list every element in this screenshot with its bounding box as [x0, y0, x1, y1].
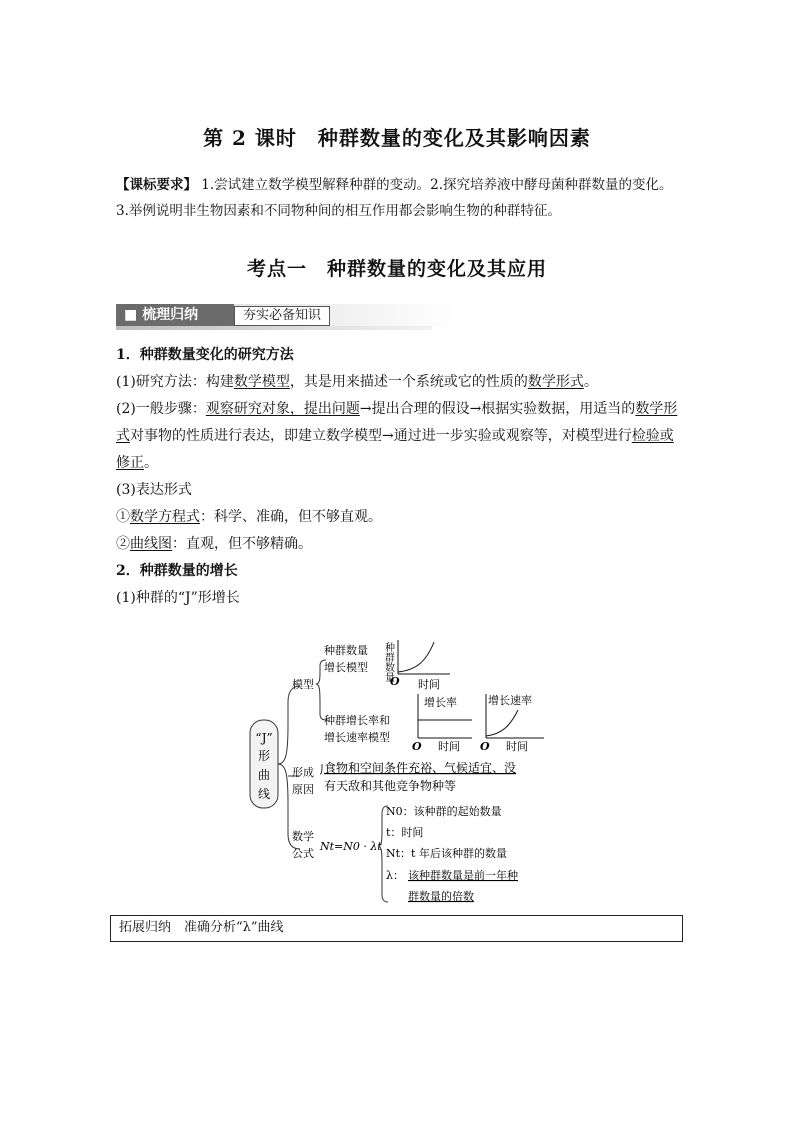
text: 对事物的性质进行表达，即建立数学模型→通过进一步实验或观察等，对模型进行	[130, 428, 632, 444]
banner-underline	[116, 326, 432, 330]
g2-x-label: 时间	[438, 740, 460, 753]
g3-origin: O	[480, 740, 490, 753]
para-j-growth: (1)种群的“J”形增长	[116, 590, 240, 606]
reason-bracket	[320, 764, 322, 774]
g1-y-label: 种群数量	[382, 642, 394, 682]
requirements-line1: 1.尝试建立数学模型解释种群的变动。2.探究培养液中酵母菌种群数量的变化。	[201, 177, 673, 193]
text: ②	[116, 536, 130, 552]
g2-label: 增长率	[424, 696, 457, 709]
g1-j-curve	[398, 642, 434, 672]
g3-j-curve	[486, 710, 518, 736]
model2-line2: 增长速率模型	[324, 731, 390, 744]
underlined-text: 数学方程式	[130, 509, 200, 525]
section-banner	[116, 304, 432, 330]
underlined-text: 数学形	[635, 401, 678, 417]
reason-text-1-span: 食物和空间条件充裕、气候适宜、没	[324, 761, 517, 775]
g3-x-label: 时间	[506, 740, 528, 753]
underlined-text: 曲线图	[130, 536, 172, 552]
underlined-text: 观察研究对象，提出问题	[205, 401, 360, 417]
formula-def-3: Nt：t 年后该种群的数量	[386, 847, 507, 860]
expand-summary-box: 拓展归纳 准确分析“λ”曲线	[110, 915, 683, 942]
para-equation	[116, 504, 688, 531]
para-curve	[116, 531, 688, 558]
formula-label-2: 公式	[292, 847, 314, 860]
formula-def-2: t：时间	[386, 826, 424, 839]
requirements-line2: 3.举例说明非生物因素和不同物种间的相互作用都会影响生物的种群特征。	[116, 203, 561, 219]
text: ：科学、准确，但不够直观。	[200, 509, 382, 525]
underlined-text: 数学模型	[233, 374, 290, 390]
curriculum-requirements	[116, 172, 686, 224]
text: (2)一般步骤：	[116, 401, 206, 417]
model1-line2: 增长模型	[324, 661, 368, 674]
j-curve-concept-map	[240, 634, 560, 909]
para-research-method	[116, 369, 688, 396]
text: ，其是用来描述一个系统或它的性质的	[289, 374, 528, 390]
para-expression-forms: (3)表达形式	[116, 482, 192, 498]
formula-def-4c: 群数量的倍数	[408, 890, 474, 903]
root-label-4: 线	[257, 787, 271, 801]
root-label-3: 曲	[257, 768, 271, 782]
reason-label-2: 原因	[292, 783, 314, 796]
reason-text-1	[324, 760, 516, 775]
formula-text: Nt=N0 · λt	[320, 840, 382, 853]
text: (1)研究方法：构建	[116, 374, 234, 390]
formula-def-4a: λ：	[386, 869, 404, 882]
g2-origin: O	[412, 740, 422, 753]
underlined-text: 式	[116, 428, 130, 444]
g3-label: 增长速率	[488, 694, 532, 707]
formula-label-1: 数学	[292, 830, 314, 843]
content-body	[116, 342, 688, 612]
para-general-steps	[116, 396, 688, 477]
g1-origin: O	[390, 675, 400, 688]
text: →提出合理的假设→根据实验数据，用适当的	[359, 401, 636, 417]
text: 。	[583, 374, 598, 390]
formula-def-1: N0：该种群的起始数量	[386, 805, 502, 818]
page-title: 第 2 课时 种群数量的变化及其影响因素	[203, 126, 591, 150]
underlined-text: 修正	[116, 455, 144, 471]
formula-def-4b: 该种群数量是前一年种	[408, 869, 518, 882]
banner-light-label: 夯实必备知识	[234, 306, 330, 326]
banner-dark-label: ■ 梳理归纳	[116, 304, 234, 326]
model-label: 模型	[292, 678, 314, 691]
reason-text-2: 有天敌和其他竞争物种等	[324, 779, 457, 793]
reason-label-1: 形成	[292, 766, 314, 779]
g1-x-label: 时间	[418, 678, 440, 691]
bracket-upper	[278, 686, 300, 764]
section-title: 考点一 种群数量的变化及其应用	[246, 258, 547, 280]
model2-line1: 种群增长率和	[324, 714, 390, 727]
requirements-tag: 【课标要求】	[116, 177, 197, 193]
heading-population-growth: 2．种群数量的增长	[116, 563, 238, 579]
model1-line1: 种群数量	[324, 644, 368, 657]
underlined-text: 数学形式	[527, 374, 584, 390]
root-label-1: “J”	[255, 731, 273, 745]
text: 。	[144, 455, 158, 471]
text: ①	[116, 509, 130, 525]
root-label-2: 形	[257, 749, 271, 763]
underlined-text: 检验或	[631, 428, 674, 444]
text: ：直观，但不够精确。	[172, 536, 312, 552]
heading-research-methods: 1．种群数量变化的研究方法	[116, 347, 294, 363]
